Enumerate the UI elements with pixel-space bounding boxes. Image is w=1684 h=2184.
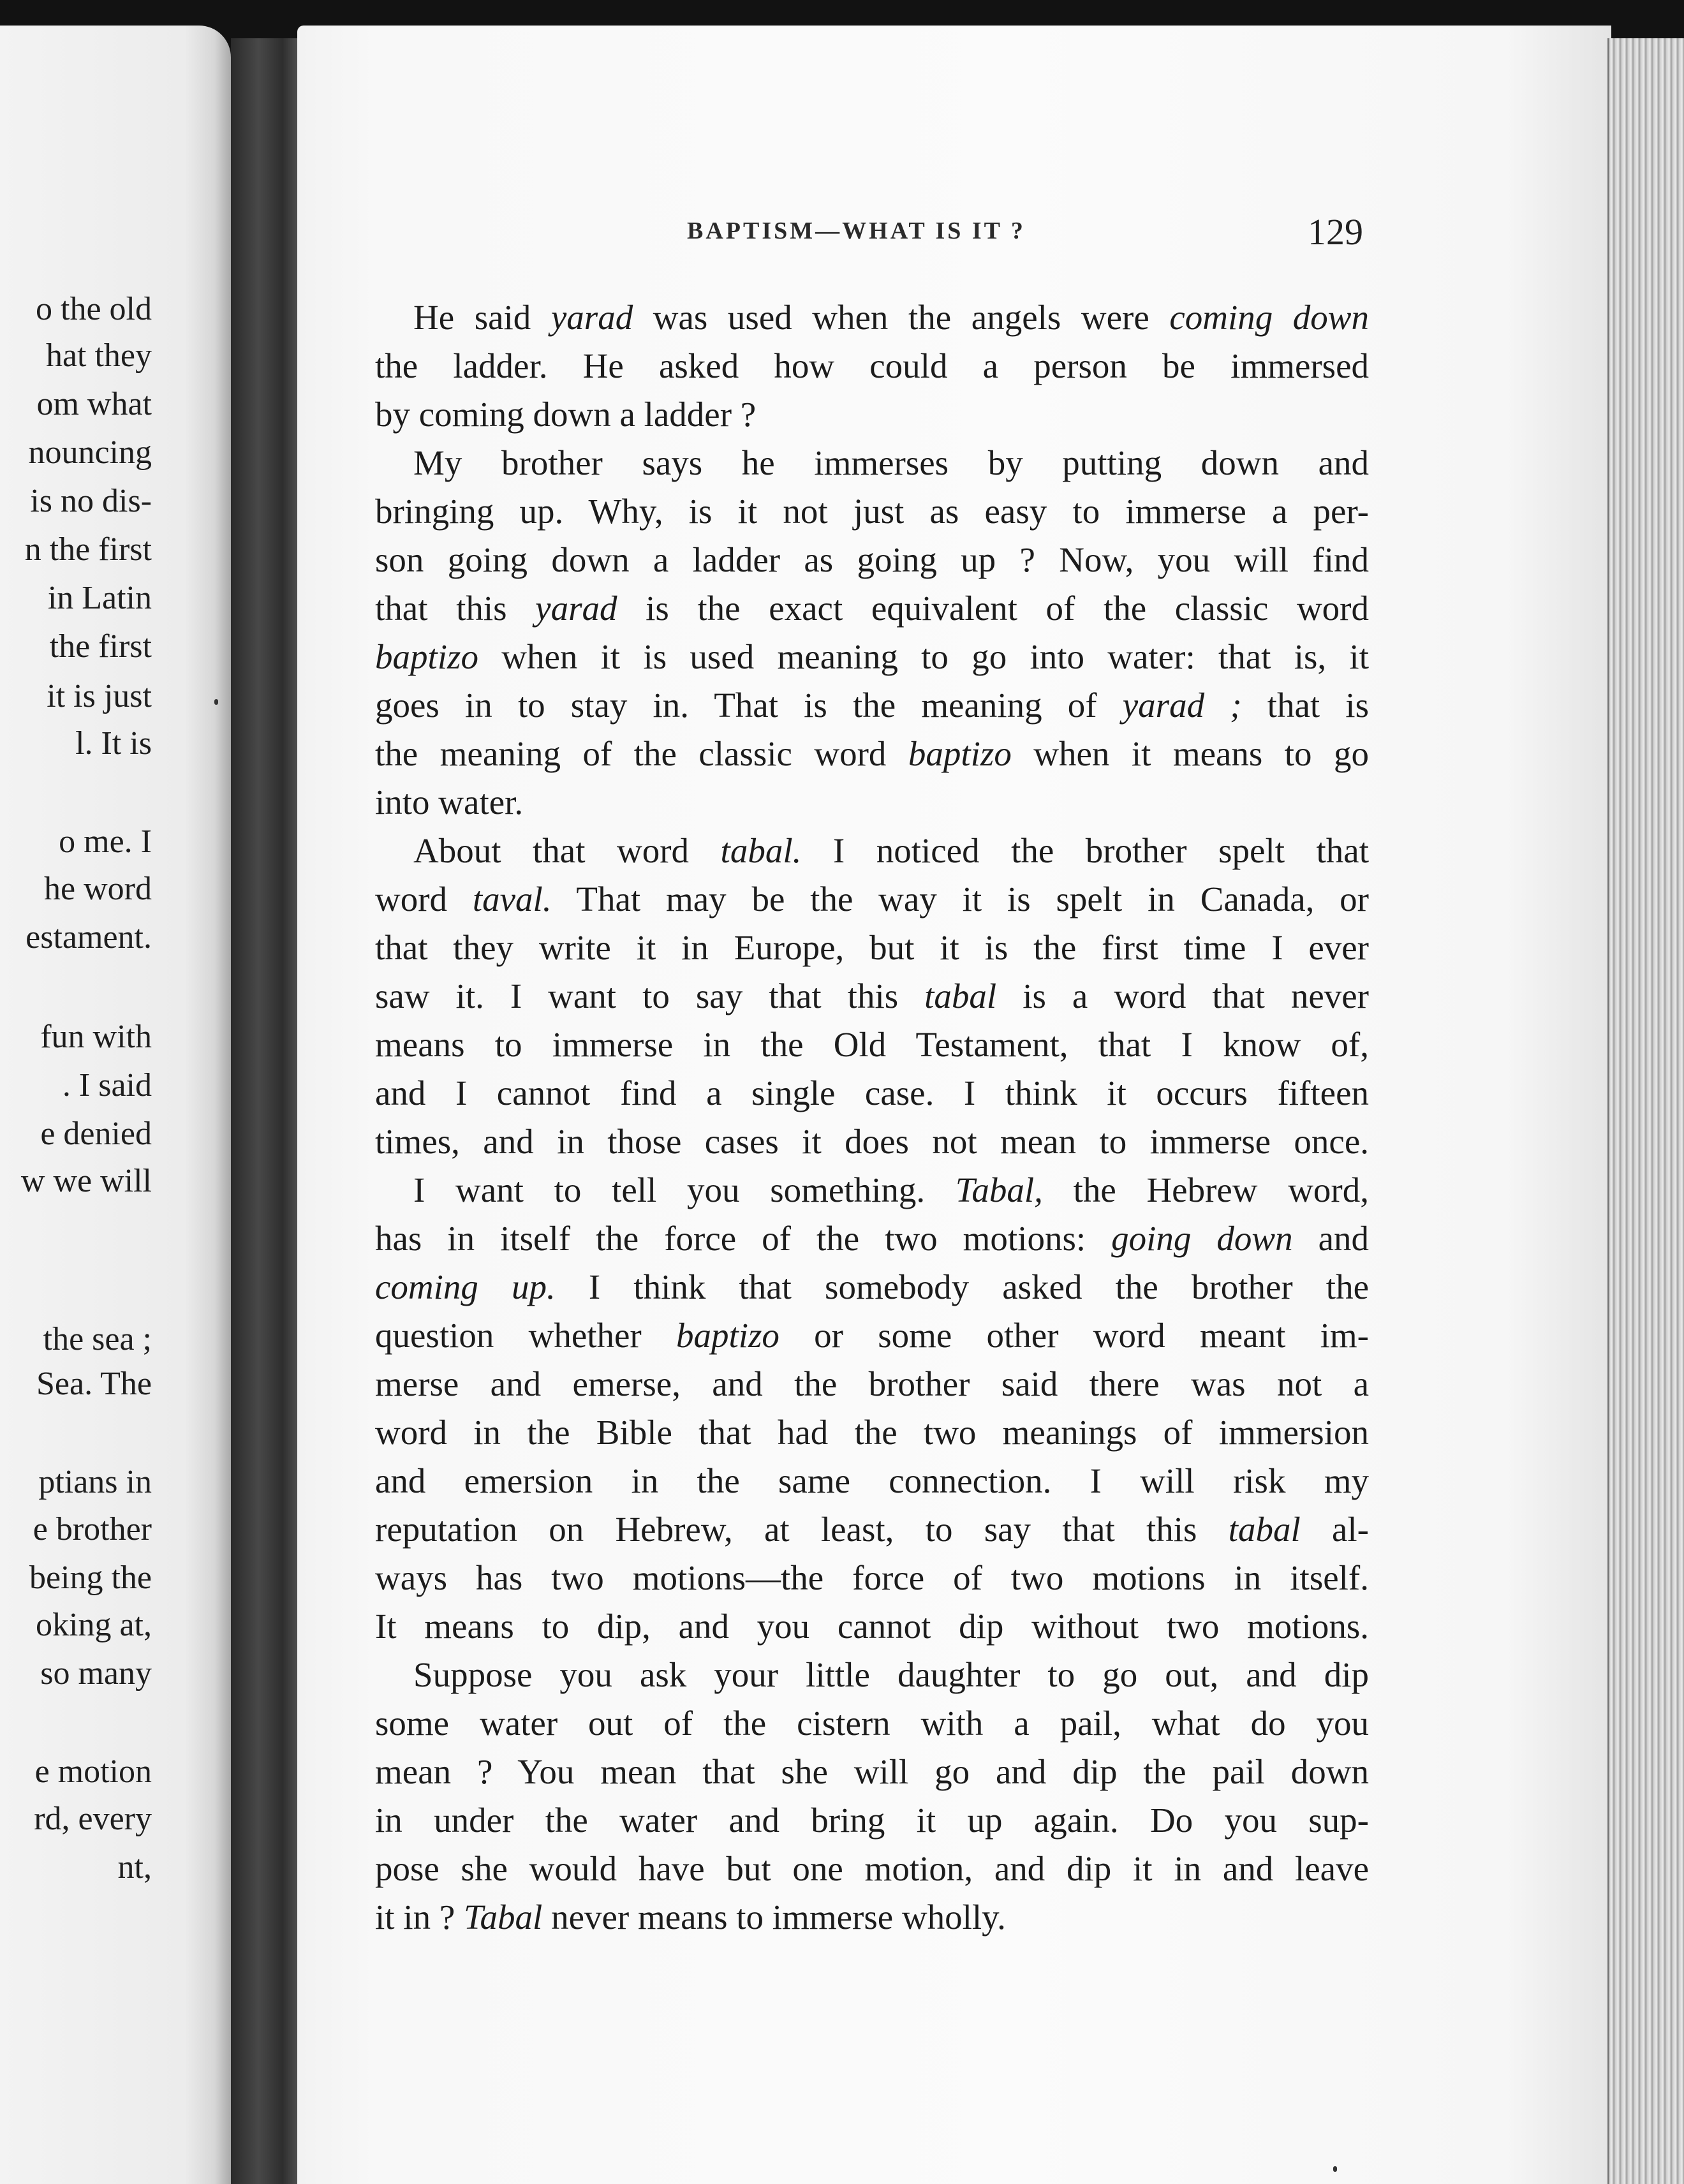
text-line: Suppose you ask your little daughter to go out, and dip	[413, 1655, 1369, 1694]
left-page-line: n the first	[24, 531, 152, 568]
left-page-line: estament.	[26, 919, 152, 956]
scan-speck	[1333, 2166, 1337, 2172]
left-page-line: om what	[36, 386, 152, 422]
text-line: the meaning of the classic word baptizo when it means to go	[375, 734, 1369, 773]
text-line: times, and in those cases it does not mean to immerse once.	[375, 1122, 1369, 1161]
text-line: He said yarad was used when the angels were coming down	[413, 298, 1369, 337]
text-line: word taval. That may be the way it is spelt in Canada, or	[375, 880, 1369, 919]
left-page-line: o me. I	[59, 823, 152, 860]
left-page-line: in Latin	[47, 580, 152, 616]
running-head: BAPTISM—WHAT IS IT ?	[687, 218, 1026, 244]
text-line: mean ? You mean that she will go and dip the pail down	[375, 1752, 1369, 1791]
left-page-line: l. It is	[75, 725, 152, 762]
text-line: that they write it in Europe, but it is the first time I ever	[375, 928, 1369, 967]
left-page-line: hat they	[45, 337, 152, 374]
text-line: in under the water and bring it up again. Do you sup-	[375, 1801, 1369, 1840]
text-line: I want to tell you something. Tabal, the Hebrew word,	[413, 1170, 1369, 1209]
text-line: word in the Bible that had the two meanings of immersion	[375, 1413, 1369, 1452]
text-line: My brother says he immerses by putting down and	[413, 443, 1369, 482]
left-page-line: oking at,	[36, 1607, 152, 1643]
text-line: question whether baptizo or some other word meant im-	[375, 1316, 1369, 1355]
margin-speck	[214, 699, 218, 705]
text-line: son going down a ladder as going up ? Now, you will find	[375, 540, 1369, 579]
text-line: merse and emerse, and the brother said there was not a	[375, 1364, 1369, 1403]
text-line: and I cannot find a single case. I think it occurs fifteen	[375, 1074, 1369, 1112]
text-line: reputation on Hebrew, at least, to say that this tabal al-	[375, 1510, 1369, 1549]
book-gutter	[231, 38, 300, 2184]
left-page-line: is no dis-	[30, 483, 152, 519]
text-line: the ladder. He asked how could a person be immersed	[375, 346, 1369, 385]
text-line: ways has two motions—the force of two motions in itself.	[375, 1558, 1369, 1597]
left-page-line: the sea ;	[43, 1321, 152, 1357]
left-page-line: e brother	[33, 1511, 152, 1547]
text-line: coming up. I think that somebody asked the brother the	[375, 1267, 1369, 1306]
left-page-line: e denied	[40, 1116, 152, 1152]
text-line: means to immerse in the Old Testament, that I know of,	[375, 1025, 1369, 1064]
text-line: into water.	[375, 783, 524, 822]
text-line: It means to dip, and you cannot dip without two motions.	[375, 1607, 1369, 1646]
text-line: that this yarad is the exact equivalent of the classic word	[375, 589, 1369, 628]
text-line: it in ? Tabal never means to immerse wholly.	[375, 1898, 1006, 1937]
left-page-line: fun with	[40, 1019, 152, 1055]
page-block-edge	[1607, 38, 1684, 2184]
left-page-line: he word	[44, 871, 152, 907]
text-line: baptizo when it is used meaning to go into water: that is, it	[375, 637, 1369, 676]
page-number: 129	[1308, 211, 1363, 253]
left-page-line: . I said	[62, 1067, 152, 1103]
left-page-line: being the	[29, 1560, 152, 1596]
text-line: by coming down a ladder ?	[375, 395, 757, 434]
text-line: goes in to stay in. That is the meaning of yarad ; that is	[375, 686, 1369, 725]
left-page-line: nt,	[117, 1849, 152, 1885]
left-page-line: w we will	[20, 1163, 152, 1199]
text-line: pose she would have but one motion, and dip it in and leave	[375, 1849, 1369, 1888]
left-page-line: ptians in	[38, 1464, 152, 1500]
text-line: saw it. I want to say that this tabal is a word that never	[375, 977, 1369, 1015]
left-page-line: o the old	[36, 291, 152, 327]
left-page-line: rd, every	[34, 1801, 152, 1837]
text-line: some water out of the cistern with a pail, what do you	[375, 1704, 1369, 1743]
left-page-line: it is just	[47, 678, 152, 714]
left-page-line: the first	[49, 628, 152, 665]
left-page-line: so many	[40, 1655, 152, 1692]
left-page-line: nouncing	[28, 434, 152, 471]
text-line: bringing up. Why, is it not just as easy to immerse a per-	[375, 492, 1369, 531]
left-page-line: e motion	[34, 1753, 152, 1790]
text-line: About that word tabal. I noticed the brother spelt that	[413, 831, 1369, 870]
text-line: and emersion in the same connection. I will risk my	[375, 1461, 1369, 1500]
text-line: has in itself the force of the two motions: going down and	[375, 1219, 1369, 1258]
left-page-line: Sea. The	[36, 1366, 152, 1402]
body-text	[375, 293, 1369, 1942]
